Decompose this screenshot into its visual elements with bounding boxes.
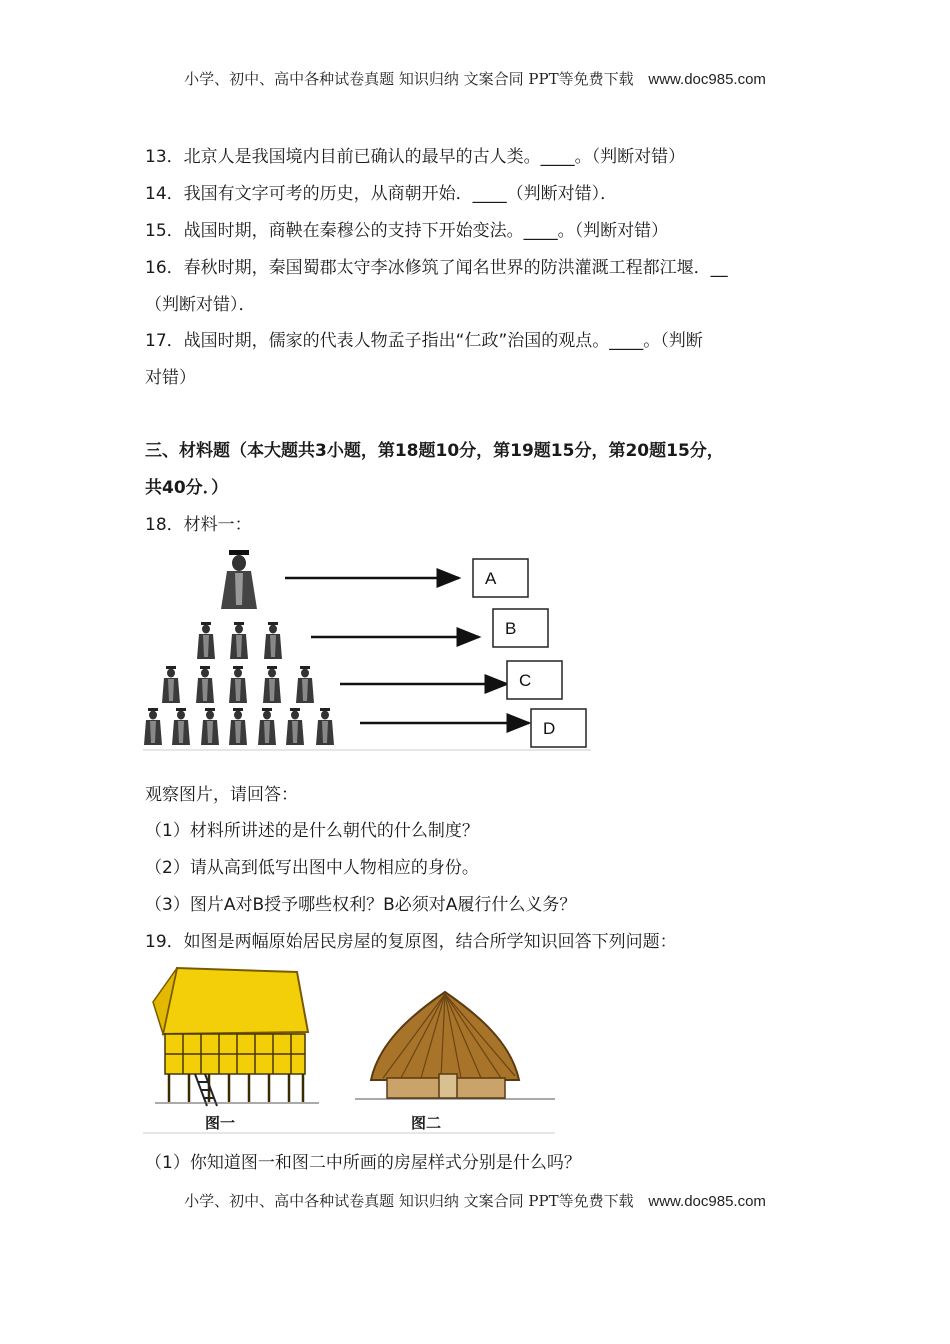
question-17-line2: 对错） [145, 368, 196, 388]
header-text: 小学、初中、高中各种试卷真题 知识归纳 文案合同 PPT等免费下载 [184, 70, 634, 88]
box-d-label: D [543, 719, 556, 738]
question-19-label: 19．如图是两幅原始居民房屋的复原图，结合所学知识回答下列问题： [145, 932, 677, 952]
q18-sub3: （3）图片A对B授予哪些权利？B必须对A履行什么义务？ [145, 895, 577, 915]
section3-title: 三、材料题（本大题共3小题，第18题10分，第19题15分，第20题15分， [145, 441, 724, 461]
houses-illustration [143, 962, 555, 1134]
footer-text: 小学、初中、高中各种试卷真题 知识归纳 文案合同 PPT等免费下载 [184, 1192, 634, 1210]
question-18-label: 18．材料一： [145, 515, 252, 535]
houses-figure [143, 962, 555, 1134]
box-c [507, 661, 562, 699]
thatched-hut [355, 992, 555, 1099]
q18-sub2: （2）请从高到低写出图中人物相应的身份。 [145, 858, 479, 878]
question-14: 14．我国有文字可考的历史，从商朝开始．____（判断对错）． [145, 184, 618, 204]
box-a-label: A [485, 569, 497, 588]
header-url[interactable]: www.doc985.com [648, 71, 766, 88]
hierarchy-figure [143, 545, 591, 751]
row3-figures [162, 666, 314, 703]
row2-figures [197, 622, 282, 659]
caption-figure-1: 图一 [205, 1114, 236, 1132]
box-b-label: B [505, 619, 517, 638]
page-footer [0, 1190, 950, 1211]
stilt-house [153, 968, 319, 1106]
q18-prompt: 观察图片，请回答： [145, 785, 298, 805]
hierarchy-diagram [143, 545, 591, 751]
box-a [473, 559, 528, 597]
question-15: 15．战国时期，商鞅在秦穆公的支持下开始变法。____。（判断对错） [145, 221, 669, 241]
page-header [0, 68, 950, 89]
q18-sub1: （1）材料所讲述的是什么朝代的什么制度？ [145, 821, 479, 841]
box-c-label: C [519, 671, 532, 690]
box-d [531, 709, 586, 747]
q19-sub1: （1）你知道图一和图二中所画的房屋样式分别是什么吗？ [145, 1153, 581, 1173]
box-b [493, 609, 548, 647]
question-16-line1: 16．春秋时期，秦国蜀郡太守李冰修筑了闻名世界的防洪灌溉工程都江堰．__ [145, 258, 728, 278]
section3-title-cont: 共40分．） [145, 478, 229, 498]
caption-figure-2: 图二 [411, 1114, 442, 1132]
question-17-line1: 17．战国时期，儒家的代表人物孟子指出“仁政”治国的观点。____。（判断 [145, 331, 703, 351]
question-13: 13．北京人是我国境内目前已确认的最早的古人类。____。（判断对错） [145, 147, 686, 167]
footer-url[interactable]: www.doc985.com [648, 1193, 766, 1210]
row4-figures [144, 708, 334, 745]
question-16-line2: （判断对错）． [145, 295, 256, 315]
emperor-figure [221, 550, 257, 609]
